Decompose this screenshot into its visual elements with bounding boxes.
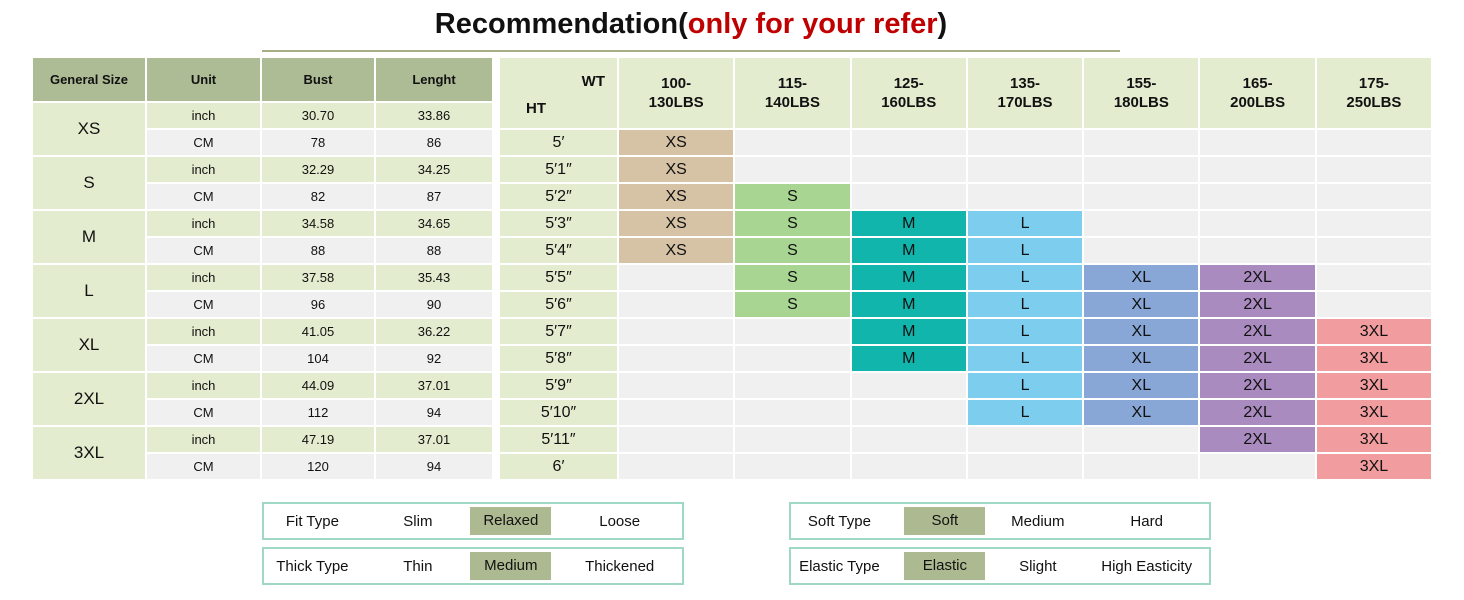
size-cell: [967, 453, 1083, 480]
length-header: Lenght: [375, 57, 493, 102]
size-cell: [1199, 156, 1315, 183]
weight-range-start: 115-: [777, 75, 808, 92]
recommendation-row: [499, 237, 1432, 264]
bust-cell: 41.05: [261, 318, 375, 345]
unit-cell: inch: [146, 372, 261, 399]
weight-range-start: 155-: [1126, 75, 1157, 92]
size-cell: [1199, 210, 1315, 237]
size-cell: M: [851, 237, 967, 264]
bust-cell: 120: [261, 453, 375, 480]
length-cell: 36.22: [375, 318, 493, 345]
recommendation-row: [499, 318, 1432, 345]
recommendation-row: [499, 399, 1432, 426]
bust-cell: 78: [261, 129, 375, 156]
weight-header-cell: [851, 57, 967, 129]
size-cell: [851, 129, 967, 156]
recommendation-row: [499, 372, 1432, 399]
bust-cell: 32.29: [261, 156, 375, 183]
size-cell: 2XL: [1199, 372, 1315, 399]
weight-header-cell: [1316, 57, 1432, 129]
size-row-inch: [32, 318, 493, 345]
weight-header-cell: [734, 57, 850, 129]
size-cell: XL: [1083, 291, 1199, 318]
wt-ht-corner-cell: [499, 57, 618, 129]
size-cell: [1083, 210, 1199, 237]
length-cell: 34.65: [375, 210, 493, 237]
bust-cell: 82: [261, 183, 375, 210]
recommendation-header-row: [499, 57, 1432, 129]
height-cell: 5′2″: [499, 183, 618, 210]
size-cell: 3XL: [1316, 399, 1432, 426]
unit-cell: CM: [146, 183, 261, 210]
size-cell: [618, 399, 734, 426]
title-main: Recommendation(: [434, 8, 688, 40]
weight-range-start: 100-: [661, 75, 692, 92]
weight-range-start: 175-: [1358, 75, 1389, 92]
soft-option: Hard: [1130, 512, 1163, 530]
thick-option: Thin: [403, 557, 433, 575]
height-cell: 5′4″: [499, 237, 618, 264]
recommendation-row: [499, 426, 1432, 453]
size-cell: 2XL: [1199, 399, 1315, 426]
size-cell: M: [851, 318, 967, 345]
recommendation-row: [499, 210, 1432, 237]
size-cell: M: [851, 345, 967, 372]
size-cell: [734, 129, 850, 156]
height-cell: 6′: [499, 453, 618, 480]
height-cell: 5′8″: [499, 345, 618, 372]
length-cell: 92: [375, 345, 493, 372]
size-cell: [1316, 264, 1432, 291]
size-cell: M: [851, 210, 967, 237]
size-cell: [1316, 129, 1432, 156]
size-cell: L: [967, 291, 1083, 318]
size-row-inch: [32, 210, 493, 237]
size-cell: 2XL: [1199, 426, 1315, 453]
height-cell: 5′9″: [499, 372, 618, 399]
height-cell: 5′11″: [499, 426, 618, 453]
weight-range-start: 135-: [1010, 75, 1041, 92]
elastic-type-label: Elastic Type: [799, 557, 880, 575]
unit-cell: inch: [146, 426, 261, 453]
recommendation-table: [498, 56, 1433, 481]
size-cell: [618, 264, 734, 291]
size-cell: XS: [618, 183, 734, 210]
bust-header: Bust: [261, 57, 375, 102]
size-cell: [1083, 129, 1199, 156]
page-title: [262, 8, 1120, 48]
size-cell: [734, 399, 850, 426]
weight-header-cell: [1083, 57, 1199, 129]
title-divider: [262, 50, 1120, 52]
size-cell: S: [734, 183, 850, 210]
bust-cell: 47.19: [261, 426, 375, 453]
fit-type-panel: [262, 502, 684, 540]
size-cell: L: [967, 264, 1083, 291]
size-cell: [618, 426, 734, 453]
size-cell: [1199, 453, 1315, 480]
height-cell: 5′1″: [499, 156, 618, 183]
size-cell: [1199, 237, 1315, 264]
size-cell: [967, 129, 1083, 156]
unit-cell: CM: [146, 129, 261, 156]
size-cell: [967, 426, 1083, 453]
bust-cell: 30.70: [261, 102, 375, 129]
unit-cell: inch: [146, 318, 261, 345]
size-cell: XS: [618, 237, 734, 264]
size-cell: S: [734, 264, 850, 291]
general-size-cell: 2XL: [32, 372, 146, 426]
soft-type-label: Soft Type: [807, 512, 871, 530]
size-row-inch: [32, 372, 493, 399]
size-row-inch: [32, 426, 493, 453]
size-cell: XS: [618, 129, 734, 156]
length-cell: 94: [375, 399, 493, 426]
size-cell: [1316, 156, 1432, 183]
thick-type-panel: [262, 547, 684, 585]
height-cell: 5′5″: [499, 264, 618, 291]
size-cell: [734, 345, 850, 372]
size-cell: [734, 156, 850, 183]
wt-label: WT: [581, 73, 605, 90]
unit-cell: CM: [146, 237, 261, 264]
size-cell: XL: [1083, 345, 1199, 372]
size-cell: L: [967, 318, 1083, 345]
size-cell: 2XL: [1199, 318, 1315, 345]
size-cell: [734, 318, 850, 345]
elastic-type-panel: [789, 547, 1211, 585]
size-cell: 3XL: [1316, 372, 1432, 399]
size-cell: 3XL: [1316, 453, 1432, 480]
size-cell: L: [967, 372, 1083, 399]
weight-header-cell: [1199, 57, 1315, 129]
size-cell: S: [734, 237, 850, 264]
height-cell: 5′6″: [499, 291, 618, 318]
size-cell: [1316, 210, 1432, 237]
size-cell: 2XL: [1199, 345, 1315, 372]
general-size-cell: M: [32, 210, 146, 264]
size-cell: [1083, 156, 1199, 183]
size-cell: S: [734, 210, 850, 237]
bust-cell: 112: [261, 399, 375, 426]
size-cell: [734, 372, 850, 399]
size-cell: L: [967, 237, 1083, 264]
size-cell: 3XL: [1316, 318, 1432, 345]
size-cell: [734, 453, 850, 480]
length-cell: 37.01: [375, 426, 493, 453]
weight-header-cell: [618, 57, 734, 129]
size-cell: XS: [618, 156, 734, 183]
length-cell: 37.01: [375, 372, 493, 399]
size-cell: XL: [1083, 372, 1199, 399]
general-size-cell: 3XL: [32, 426, 146, 480]
size-cell: M: [851, 264, 967, 291]
size-cell: 2XL: [1199, 291, 1315, 318]
size-cell: [851, 399, 967, 426]
weight-range-end: 140LBS: [764, 94, 820, 111]
unit-cell: CM: [146, 453, 261, 480]
size-cell: [1083, 426, 1199, 453]
size-cell: 3XL: [1316, 345, 1432, 372]
unit-cell: CM: [146, 345, 261, 372]
size-cell: 2XL: [1199, 264, 1315, 291]
size-cell: L: [967, 210, 1083, 237]
size-cell: [618, 291, 734, 318]
size-cell: L: [967, 399, 1083, 426]
size-cell: [1083, 453, 1199, 480]
size-cell: [618, 372, 734, 399]
bust-cell: 88: [261, 237, 375, 264]
unit-header: Unit: [146, 57, 261, 102]
soft-type-panel: [789, 502, 1211, 540]
height-cell: 5′: [499, 129, 618, 156]
size-cell: M: [851, 291, 967, 318]
size-chart-header-row: [32, 57, 493, 102]
thick-option: Thickened: [585, 557, 655, 575]
fit-type-label: Fit Type: [285, 512, 339, 530]
size-cell: 3XL: [1316, 426, 1432, 453]
title-close: ): [937, 8, 948, 40]
size-cell: [851, 183, 967, 210]
weight-range-end: 160LBS: [881, 94, 937, 111]
size-row-inch: [32, 156, 493, 183]
size-cell: [1199, 129, 1315, 156]
recommendation-row: [499, 129, 1432, 156]
ht-label: HT: [526, 100, 546, 117]
length-cell: 35.43: [375, 264, 493, 291]
height-cell: 5′7″: [499, 318, 618, 345]
length-cell: 87: [375, 183, 493, 210]
size-cell: [1083, 183, 1199, 210]
bust-cell: 34.58: [261, 210, 375, 237]
recommendation-row: [499, 183, 1432, 210]
size-cell: [967, 156, 1083, 183]
size-chart-table: [31, 56, 494, 481]
bust-cell: 44.09: [261, 372, 375, 399]
soft-option: Soft: [904, 507, 985, 535]
unit-cell: inch: [146, 156, 261, 183]
size-cell: L: [967, 345, 1083, 372]
fit-option: Slim: [403, 512, 433, 530]
recommendation-row: [499, 453, 1432, 480]
general-size-cell: L: [32, 264, 146, 318]
title-highlight: only for your refer: [687, 8, 938, 40]
weight-range-end: 170LBS: [997, 94, 1053, 111]
elastic-option: High Easticity: [1101, 557, 1193, 575]
length-cell: 88: [375, 237, 493, 264]
unit-cell: CM: [146, 399, 261, 426]
size-row-inch: [32, 264, 493, 291]
size-cell: [734, 426, 850, 453]
soft-option: Medium: [1011, 512, 1065, 530]
fit-option: Loose: [599, 512, 641, 530]
bust-cell: 96: [261, 291, 375, 318]
weight-range-end: 130LBS: [648, 94, 704, 111]
general-size-cell: XL: [32, 318, 146, 372]
weight-range-start: 125-: [893, 75, 924, 92]
weight-range-end: 180LBS: [1113, 94, 1169, 111]
length-cell: 86: [375, 129, 493, 156]
unit-cell: CM: [146, 291, 261, 318]
bust-cell: 104: [261, 345, 375, 372]
size-cell: [1316, 291, 1432, 318]
unit-cell: inch: [146, 264, 261, 291]
recommendation-row: [499, 264, 1432, 291]
size-cell: [967, 183, 1083, 210]
bust-cell: 37.58: [261, 264, 375, 291]
size-cell: [1083, 237, 1199, 264]
recommendation-row: [499, 345, 1432, 372]
height-cell: 5′10″: [499, 399, 618, 426]
size-cell: [851, 453, 967, 480]
length-cell: 90: [375, 291, 493, 318]
size-cell: [618, 453, 734, 480]
weight-range-end: 200LBS: [1230, 94, 1286, 111]
size-cell: [1199, 183, 1315, 210]
size-cell: [851, 372, 967, 399]
recommendation-row: [499, 291, 1432, 318]
weight-range-end: 250LBS: [1346, 94, 1402, 111]
elastic-option: Elastic: [904, 552, 985, 580]
size-cell: [618, 345, 734, 372]
height-cell: 5′3″: [499, 210, 618, 237]
recommendation-row: [499, 156, 1432, 183]
size-row-inch: [32, 102, 493, 129]
size-cell: XL: [1083, 318, 1199, 345]
weight-range-start: 165-: [1242, 75, 1273, 92]
thick-type-label: Thick Type: [276, 557, 349, 575]
general-size-cell: XS: [32, 102, 146, 156]
elastic-option: Slight: [1019, 557, 1057, 575]
size-cell: [618, 318, 734, 345]
size-cell: [1316, 237, 1432, 264]
size-cell: [851, 156, 967, 183]
weight-header-cell: [967, 57, 1083, 129]
size-cell: S: [734, 291, 850, 318]
thick-option: Medium: [470, 552, 551, 580]
length-cell: 94: [375, 453, 493, 480]
size-cell: XL: [1083, 264, 1199, 291]
general-size-header: General Size: [32, 57, 146, 102]
size-cell: [1316, 183, 1432, 210]
unit-cell: inch: [146, 210, 261, 237]
length-cell: 34.25: [375, 156, 493, 183]
length-cell: 33.86: [375, 102, 493, 129]
unit-cell: inch: [146, 102, 261, 129]
size-cell: XL: [1083, 399, 1199, 426]
general-size-cell: S: [32, 156, 146, 210]
fit-option: Relaxed: [470, 507, 551, 535]
size-cell: [851, 426, 967, 453]
size-cell: XS: [618, 210, 734, 237]
